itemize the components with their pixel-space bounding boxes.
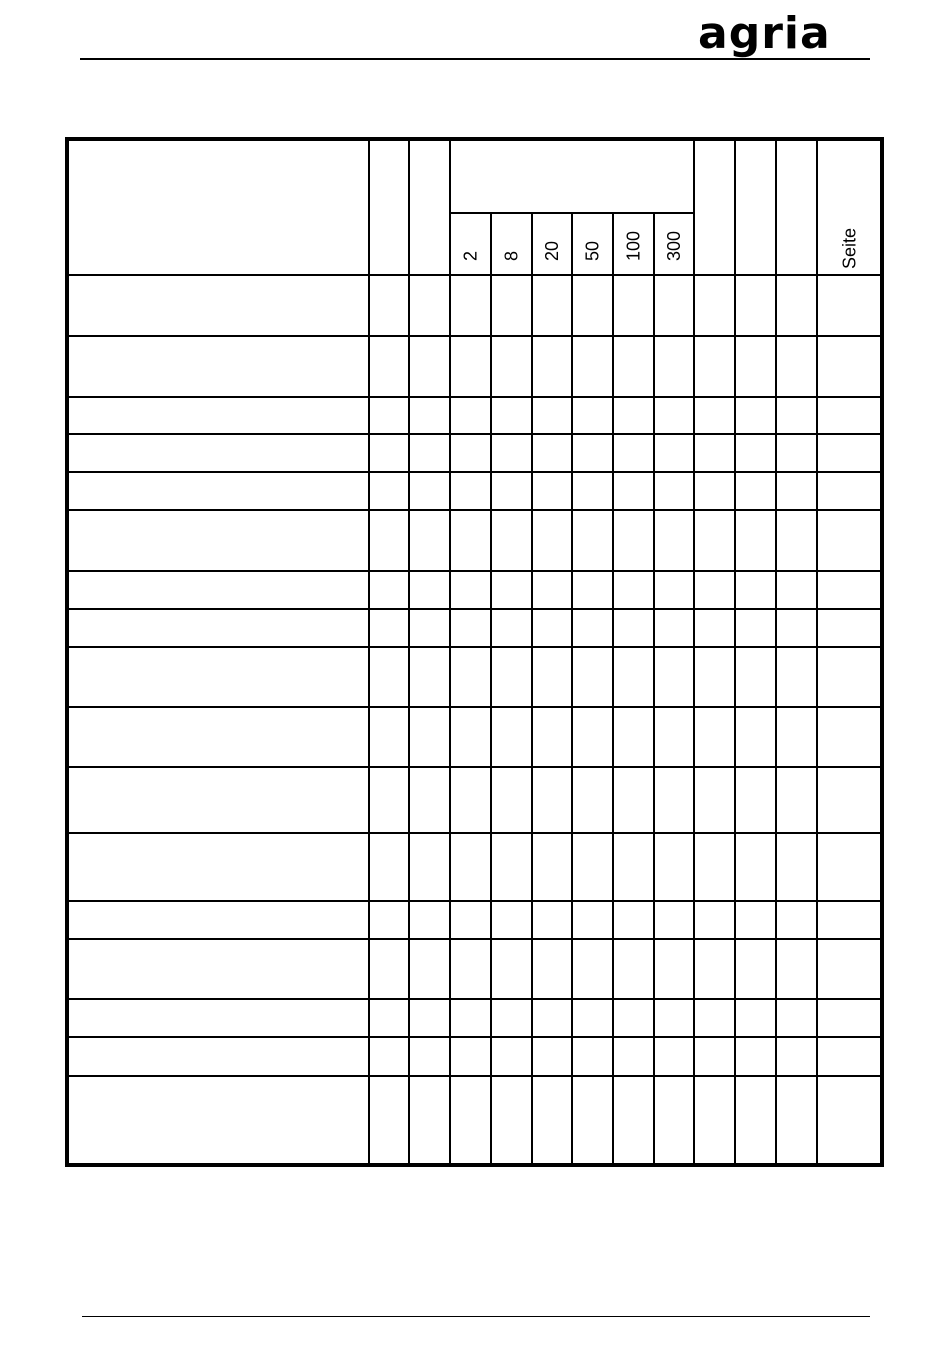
interval-label: 300: [664, 230, 684, 261]
interval-label: 100: [623, 230, 644, 261]
table-frame: [67, 139, 882, 1165]
interval-label: 8: [501, 250, 522, 261]
interval-label: 50: [582, 240, 603, 261]
page-column-label: Seite: [839, 227, 860, 269]
logo-text: agria: [698, 10, 831, 59]
footer-rule: [82, 1316, 870, 1317]
interval-label: 2: [460, 250, 481, 261]
interval-label: 20: [542, 240, 562, 261]
